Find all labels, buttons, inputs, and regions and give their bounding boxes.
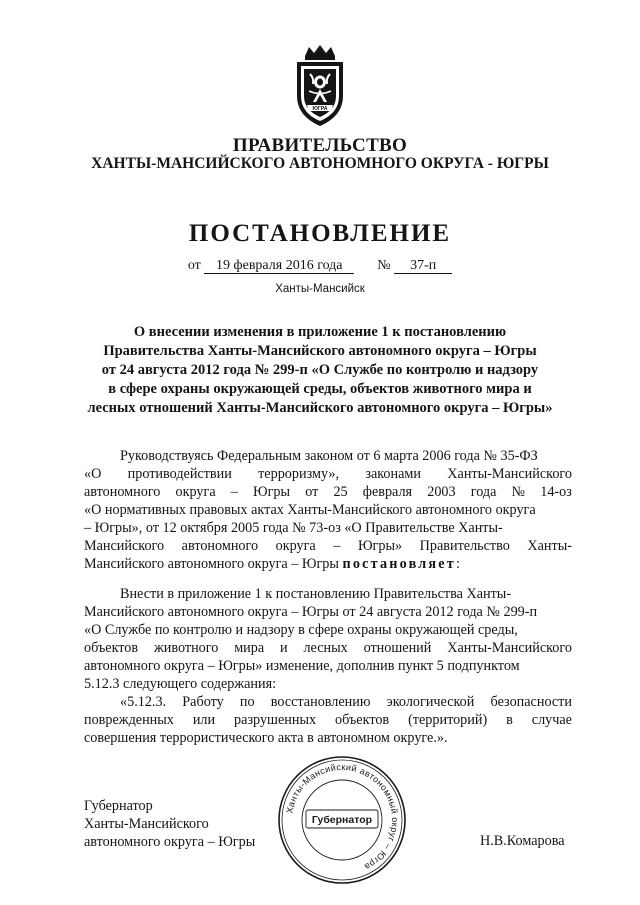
- word: Ханты-Мансийского: [447, 466, 572, 482]
- word: Ханты-: [527, 538, 572, 554]
- word: восстановлению: [270, 694, 371, 710]
- paragraph-line: [84, 537, 572, 555]
- word: февраля: [362, 484, 413, 500]
- resolves-keyword: постановляет: [342, 556, 456, 572]
- seal-ring-text: Ханты-Мансийский автономный округ – Югра: [284, 761, 401, 873]
- word: лесных: [303, 640, 348, 656]
- paragraph-line: [84, 693, 572, 711]
- paragraph-line: – Югры», от 12 октября 2005 года № 73-оз «О Правительстве Ханты-: [84, 520, 503, 536]
- word: (территорий): [408, 712, 488, 728]
- paragraph-line: Руководствуясь Федеральным законом от 6 марта 2006 года № 35-ФЗ: [120, 448, 538, 464]
- word: терроризму»,: [258, 466, 340, 482]
- title-line: в сфере охраны окружающей среды, объектов животного мира и: [108, 381, 532, 397]
- word: законами: [365, 466, 421, 482]
- word: Ханты-Мансийского: [447, 640, 572, 656]
- paragraph-line: 5.12.3 следующего содержания:: [84, 676, 277, 692]
- word: Работу: [182, 694, 224, 710]
- word: в: [506, 712, 513, 728]
- signer-line: Губернатор: [84, 798, 153, 814]
- word: от: [305, 484, 319, 500]
- word: №: [511, 484, 526, 500]
- document-type: ПОСТАНОВЛЕНИЕ: [188, 220, 452, 247]
- resolution-paragraph: [84, 585, 572, 747]
- word: автономного: [181, 538, 259, 554]
- paragraph-line: [84, 639, 572, 657]
- date-prefix: от: [187, 258, 201, 273]
- word: экологической: [386, 694, 475, 710]
- signer-line: автономного округа – Югры: [84, 834, 256, 850]
- title-line: лесных отношений Ханты-Мансийского автономного округа – Югры»: [87, 400, 553, 416]
- word: отношений: [363, 640, 432, 656]
- document-title: [0, 323, 640, 418]
- paragraph-line: [84, 465, 572, 483]
- word: Югры»: [357, 538, 403, 554]
- date-number-line: [0, 258, 640, 274]
- word: 14-оз: [540, 484, 572, 500]
- word: и: [280, 640, 288, 656]
- word: 2003: [427, 484, 456, 500]
- paragraph-line: [84, 555, 572, 573]
- emblem-text: ЮГРА: [312, 106, 328, 112]
- word: по: [239, 694, 255, 710]
- word: или: [192, 712, 216, 728]
- paragraph-line: «О нормативных правовых актах Ханты-Мансийского автономного округа: [84, 502, 536, 518]
- word: мира: [234, 640, 265, 656]
- number-prefix: №: [377, 258, 391, 273]
- government-title: ПРАВИТЕЛЬСТВО: [232, 135, 408, 156]
- paragraph-line: автономного округа – Югры» изменение, дополнив пункт 5 подпунктом: [84, 658, 520, 674]
- word: Правительство: [419, 538, 510, 554]
- word: объектов: [335, 712, 390, 728]
- word: разрушенных: [234, 712, 317, 728]
- paragraph-line: совершения террористического акта в автономном округе.».: [84, 730, 448, 746]
- word: автономного: [84, 484, 161, 500]
- word: Мансийского: [84, 538, 165, 554]
- word: 25: [333, 484, 348, 500]
- region-title: ХАНТЫ-МАНСИЙСКОГО АВТОНОМНОГО ОКРУГА - ЮГРЫ: [91, 155, 549, 172]
- official-seal-icon: [276, 754, 408, 886]
- seal-center-text: Губернатор: [311, 814, 373, 826]
- word: округа: [275, 538, 316, 554]
- paragraph-line: «О Службе по контролю и надзору в сфере охраны окружающей среды,: [84, 622, 518, 638]
- colon: :: [455, 556, 460, 572]
- document-number: 37-п: [394, 258, 452, 274]
- title-line: О внесении изменения в приложение 1 к постановлению: [133, 324, 507, 340]
- word: Югры: [253, 484, 291, 500]
- word: округа: [175, 484, 216, 500]
- document-city: Ханты-Мансийск: [275, 283, 365, 295]
- word: животного: [153, 640, 219, 656]
- word: поврежденных: [84, 712, 174, 728]
- paragraph-line: Внести в приложение 1 к постановлению Правительства Ханты-: [120, 586, 512, 602]
- word: случае: [531, 712, 572, 728]
- word: противодействии: [127, 466, 232, 482]
- word: «О: [84, 466, 102, 482]
- paragraph-line: [84, 711, 572, 729]
- document-date: 19 февраля 2016 года: [204, 258, 354, 274]
- signer-line: Ханты-Мансийского: [84, 816, 209, 832]
- word: безопасности: [490, 694, 572, 710]
- preamble-paragraph: [84, 447, 572, 573]
- word: «5.12.3.: [120, 694, 167, 710]
- title-line: Правительства Ханты-Мансийского автономного округа – Югры: [103, 343, 537, 359]
- signer-name: Н.В.Комарова: [480, 833, 565, 849]
- word: года: [470, 484, 497, 500]
- word: объектов: [84, 640, 139, 656]
- coat-of-arms-icon: [289, 44, 351, 130]
- title-line: от 24 августа 2012 года № 299-п «О Службе по контролю и надзору: [101, 362, 539, 378]
- paragraph-text: Мансийского автономного округа – Югры: [84, 556, 339, 572]
- word: –: [230, 484, 238, 500]
- signer-position: [84, 797, 255, 851]
- word: –: [333, 538, 341, 554]
- paragraph-line: Мансийского автономного округа – Югры от 24 августа 2012 года № 299-п: [84, 604, 538, 620]
- paragraph-line: [84, 483, 572, 501]
